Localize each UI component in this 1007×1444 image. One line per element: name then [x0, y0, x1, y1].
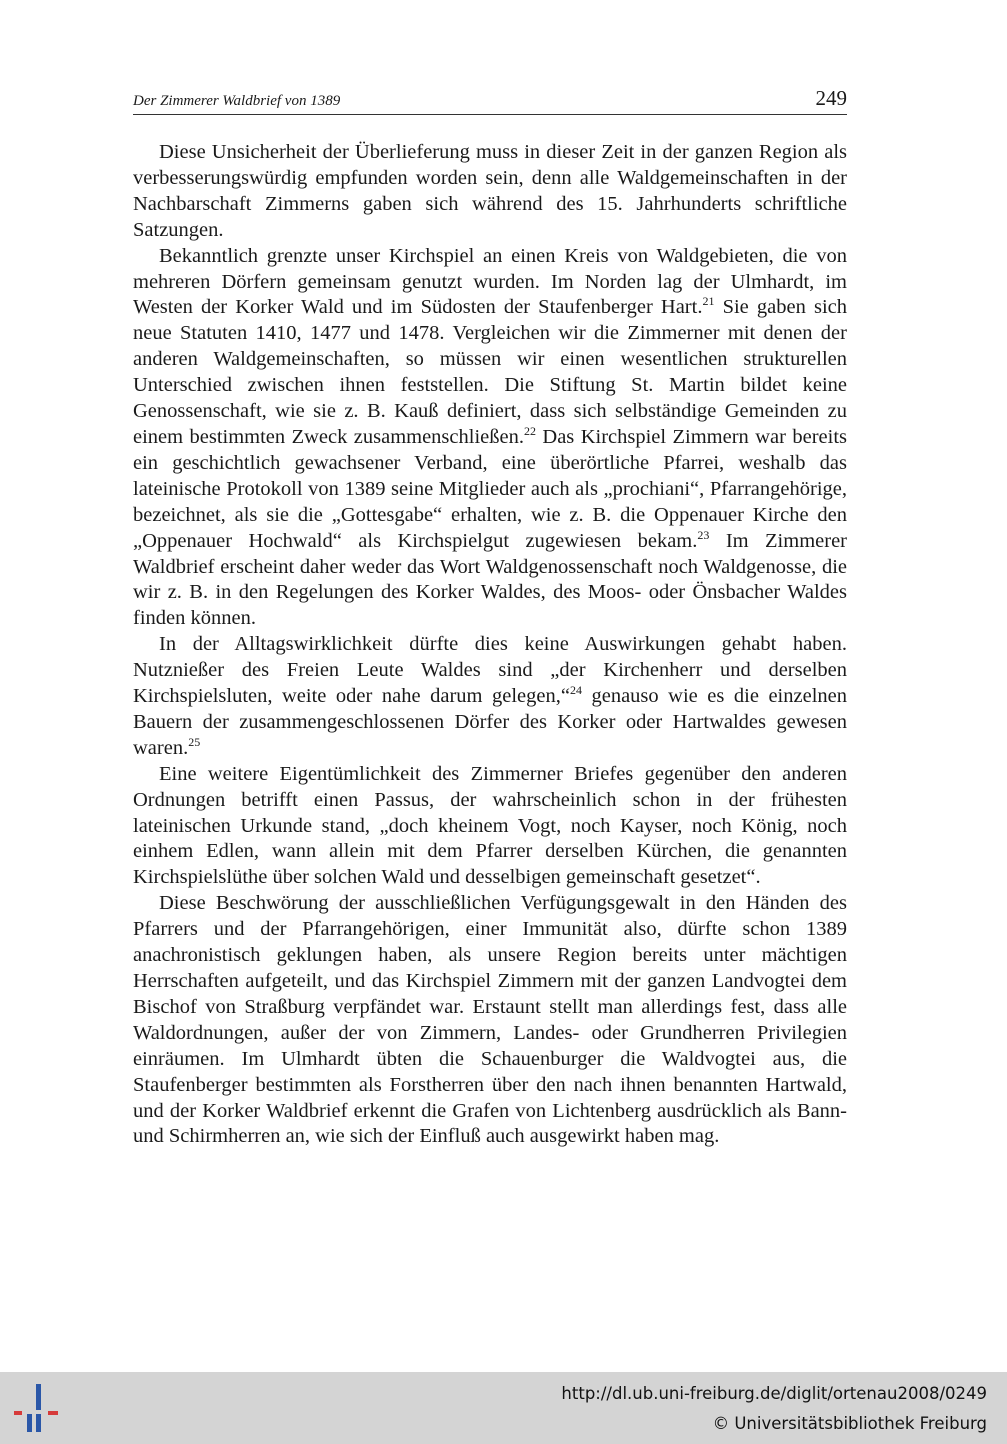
footnote-ref: 23	[697, 527, 710, 542]
footnote-ref: 21	[702, 294, 715, 309]
ub-freiburg-logo-icon	[12, 1382, 64, 1434]
footnote-ref: 24	[569, 683, 582, 698]
footnote-ref: 22	[523, 423, 536, 438]
paragraph	[133, 891, 847, 1150]
logo-bar	[27, 1414, 32, 1432]
paragraph	[133, 244, 847, 633]
logo-bar	[48, 1411, 58, 1415]
text-segment: Diese Beschwörung der ausschließlichen Verfügungsgewalt in den Händen des Pfarrers und der Pfarrangehörigen, einer Immunität also, dürfte schon 1389 anachronistisch geklungen haben, als unsere Region bereits unter mächtigen Herrschaften aufgeteilt, und das Kirchspiel Zimmern mit der ganzen Landvogtei dem Bischof von Straßburg verpfändet war. Erstaunt stellt man allerdings fest, dass alle Waldordnungen, außer der von Zimmern, Landes- oder Grundherren Privilegien einräumen. Im Ulmhardt übten die Schauenburger die Waldvogtei aus, die Staufenberger bestimmten als Forstherren über den nach ihnen benannten Hartwald, und der Korker Waldbrief erkennt die Grafen von Lichtenberg ausdrücklich als Bann- und Schirmherren an, wie sich der Einfluß auch ausgewirkt haben mag.	[133, 892, 847, 1148]
footer-url-link[interactable]: http://dl.ub.uni-freiburg.de/diglit/ortenau2008/0249	[561, 1384, 987, 1403]
text-segment: Das Kirchspiel Zimmern war bereits ein geschichtlich gewachsener Verband, eine überörtliche Pfarrei, weshalb das lateinische Protokoll von 1389 seine Mitglieder auch als „prochiani“, Pfarrangehörige, bezeichnet, als sie die „Gottesgabe“ erhalten, wie z. B. die Oppenauer Kirche den „Oppenauer Hochwald“ als Kirchspielgut zugewiesen bekam.	[133, 425, 847, 552]
text-segment: In der Alltagswirklichkeit dürfte dies keine Auswirkungen gehabt haben. Nutznießer des Freien Leute Waldes sind „der Kirchenherr und derselben Kirchspielsluten, weite oder nahe darum gelegen,“	[133, 633, 847, 708]
paragraph	[133, 632, 847, 762]
text-segment: Bekanntlich grenzte unser Kirchspiel an einen Kreis von Waldgebieten, die von mehreren Dörfern gemeinsam genutzt wurden. Im Norden lag der Ulmhardt, im Westen der Korker Wald und im Südosten der Staufenberger Hart.	[133, 244, 847, 319]
footer-copyright: © Universitätsbibliothek Freiburg	[712, 1414, 987, 1433]
body-text	[133, 140, 847, 1150]
page-number: 249	[815, 86, 847, 110]
logo-bar	[14, 1411, 22, 1415]
paragraph	[133, 140, 847, 244]
text-segment: Diese Unsicherheit der Überlieferung muss in dieser Zeit in der ganzen Region als verbesserungswürdig empfunden worden sein, denn alle Waldgemeinschaften in der Nachbarschaft Zimmerns gaben sich während des 15. Jahrhunderts schriftliche Satzungen.	[133, 141, 847, 241]
footer-bar	[0, 1372, 1007, 1444]
running-head	[133, 88, 847, 115]
logo-bar	[36, 1384, 41, 1410]
text-segment: Eine weitere Eigentümlichkeit des Zimmerner Briefes gegenüber den anderen Ordnungen betrifft einen Passus, der wahrscheinlich schon in der frühesten lateinischen Urkunde stand, „doch kheinem Vogt, noch Kayser, noch König, noch einhem Edlen, wann allein mit dem Pfarrer derselben Kürchen, die genannten Kirchspielslüthe über solchen Wald und desselbigen gemeinschaft gesetzet“.	[133, 762, 847, 889]
text-segment: genauso wie es die einzelnen Bauern der zusammengeschlossenen Dörfer des Korker oder Hartwaldes gewesen waren.	[133, 685, 847, 759]
paragraph	[133, 762, 847, 892]
logo-bar	[36, 1414, 41, 1432]
running-title: Der Zimmerer Waldbrief von 1389	[133, 93, 341, 109]
footnote-ref: 25	[188, 734, 201, 749]
text-segment: Im Zimmerer Waldbrief erscheint daher weder das Wort Waldgenossenschaft noch Waldgenosse, die wir z. B. in den Regelungen des Korker Waldes, des Moos- oder Önsbacher Waldes finden können.	[133, 529, 848, 630]
text-segment: Sie gaben sich neue Statuten 1410, 1477 und 1478. Vergleichen wir die Zimmerner mit denen der anderen Waldgemeinschaften, so müssen wir einen wesentlichen strukturellen Unterschied zwischen ihnen feststellen. Die Stiftung St. Martin bildet keine Genossenschaft, wie sie z. B. Kauß definiert, dass sich selbständige Gemeinden zu einem bestimmten Zweck zusammenschließen.	[133, 296, 847, 448]
